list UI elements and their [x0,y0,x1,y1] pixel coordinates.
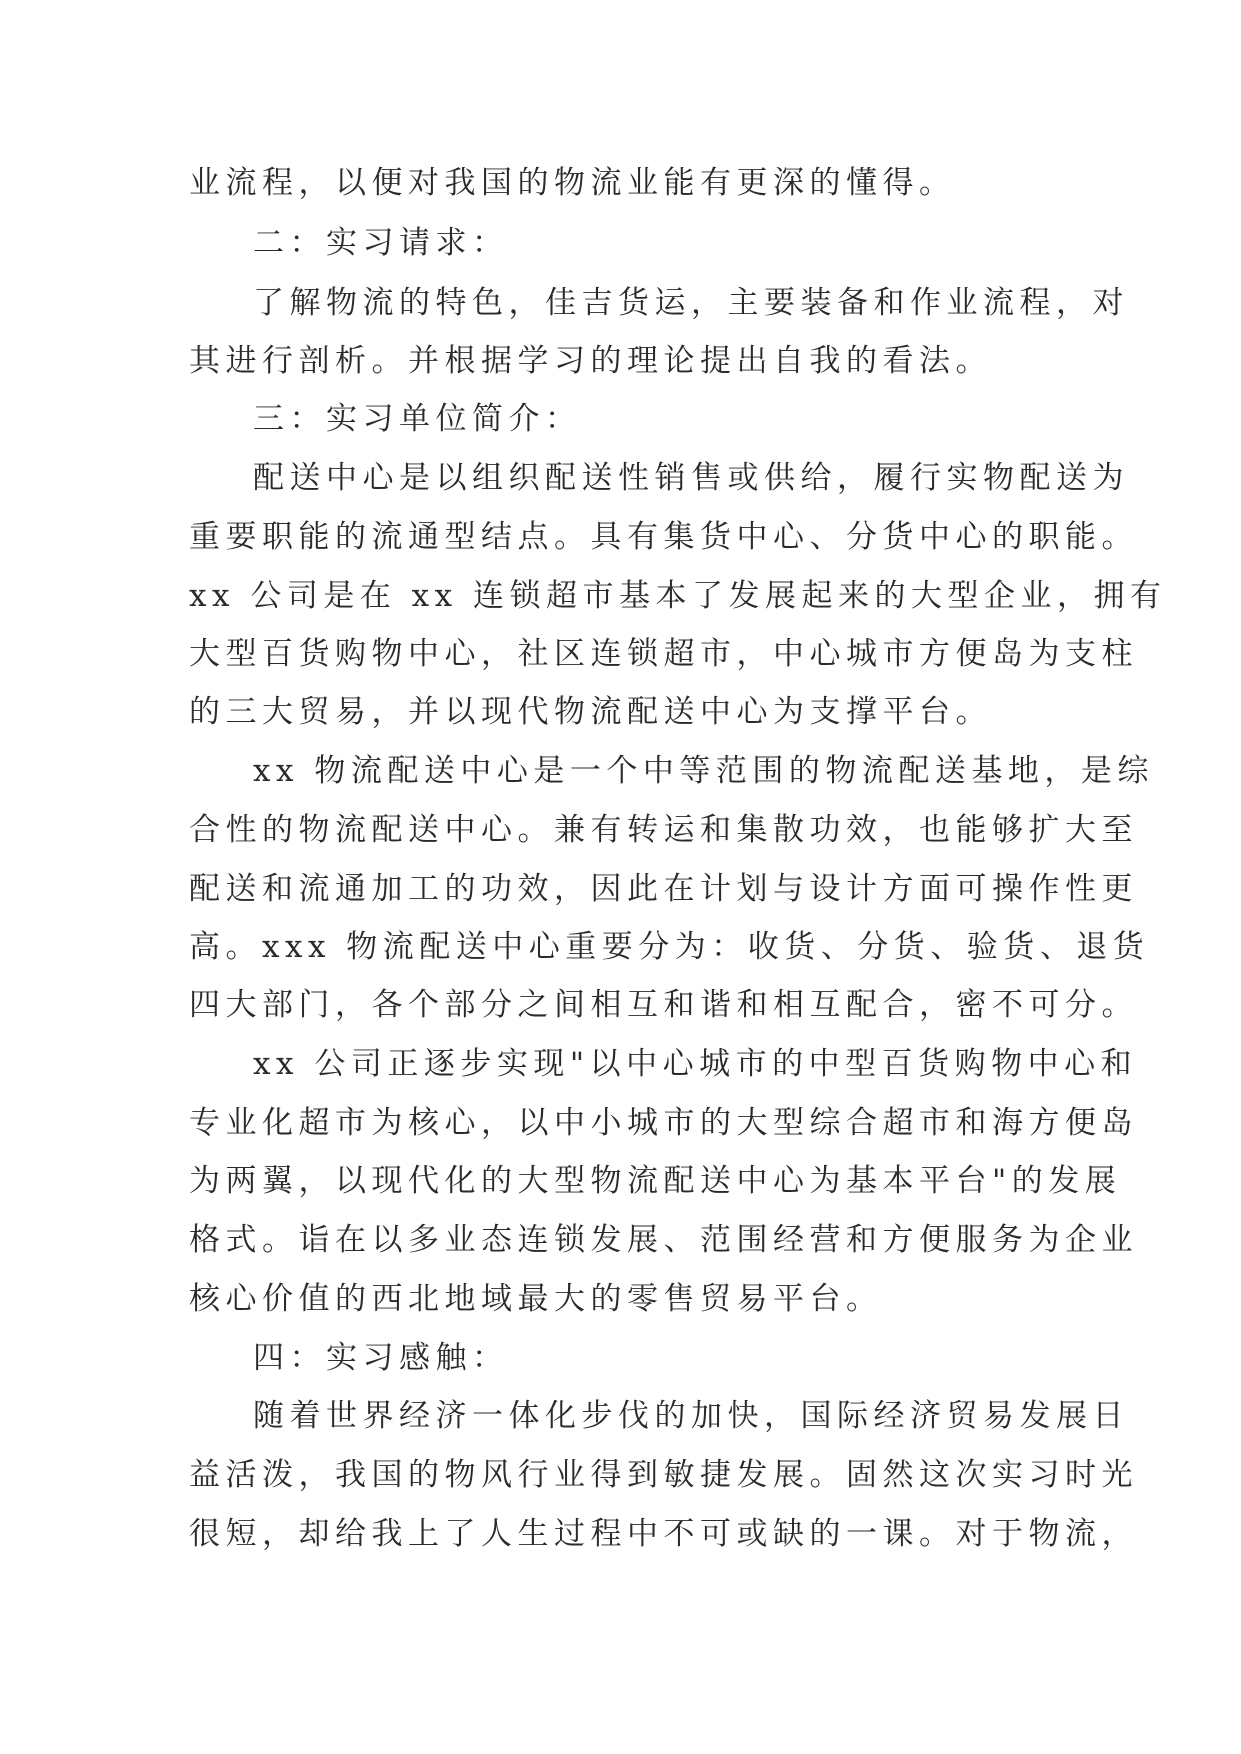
text-line: 很短，却给我上了人生过程中不可或缺的一课。对于物流， [189,1516,1138,1552]
section-heading: 四：实习感触： [253,1340,509,1376]
text-line: 大型百货购物中心，社区连锁超市，中心城市方便岛为支柱 [189,636,1138,672]
section-heading: 三：实习单位简介： [253,401,582,437]
text-line: 合性的物流配送中心。兼有转运和集散功效，也能够扩大至 [189,812,1138,848]
text-line: 格式。诣在以多业态连锁发展、范围经营和方便服务为企业 [189,1222,1138,1258]
text-line: xx 物流配送中心是一个中等范围的物流配送基地，是综 [253,753,1154,789]
text-line: 益活泼，我国的物风行业得到敏捷发展。固然这次实习时光 [189,1457,1138,1493]
text-line: 配送和流通加工的功效，因此在计划与设计方面可操作性更 [189,871,1138,907]
text-line: 四大部门，各个部分之间相互和谐和相互配合，密不可分。 [189,987,1138,1023]
text-line: 核心价值的西北地域最大的零售贸易平台。 [189,1281,883,1317]
text-line: 业流程，以便对我国的物流业能有更深的懂得。 [189,165,956,201]
text-line: 随着世界经济一体化步伐的加快，国际经济贸易发展日 [253,1398,1129,1434]
text-line: xx 公司正逐步实现"以中心城市的中型百货购物中心和 [253,1046,1138,1082]
text-line: 高。xxx 物流配送中心重要分为：收货、分货、验货、退货 [189,929,1150,965]
text-line: 重要职能的流通型结点。具有集货中心、分货中心的职能。 [189,519,1138,555]
text-line: xx 公司是在 xx 连锁超市基本了发展起来的大型企业，拥有 [189,578,1167,614]
text-line: 为两翼，以现代化的大型物流配送中心为基本平台"的发展 [189,1163,1122,1199]
text-line: 其进行剖析。并根据学习的理论提出自我的看法。 [189,343,992,379]
text-line: 配送中心是以组织配送性销售或供给，履行实物配送为 [253,460,1129,496]
text-line: 专业化超市为核心，以中小城市的大型综合超市和海方便岛 [189,1105,1138,1141]
text-line: 了解物流的特色，佳吉货运，主要装备和作业流程，对 [253,285,1129,321]
section-heading: 二：实习请求： [253,225,509,261]
text-line: 的三大贸易，并以现代物流配送中心为支撑平台。 [189,694,992,730]
